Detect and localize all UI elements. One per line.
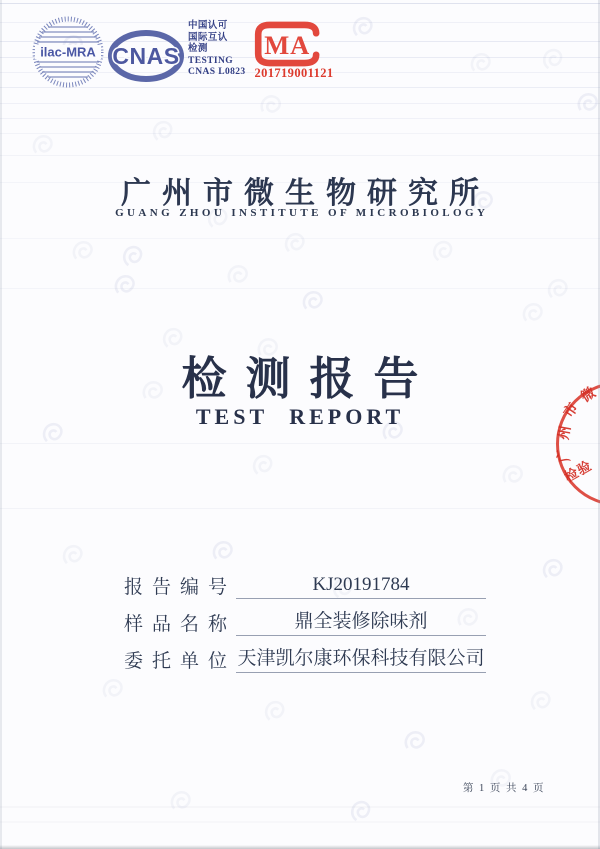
- report-number-label: 报告编号: [124, 577, 237, 598]
- watermark-swirl-icon: [25, 127, 61, 163]
- watermark-swirl-icon: [145, 113, 182, 150]
- scan-edge-bottom: [0, 845, 600, 849]
- sample-name-value: 鼎全装修除味剂: [236, 606, 486, 636]
- cnas-logo-icon: [107, 28, 185, 84]
- watermark-swirl-icon: [295, 283, 331, 319]
- ilac-mra-logo-icon: [31, 15, 105, 89]
- watermark-swirl-icon: [496, 458, 531, 493]
- accreditation-line: TESTING: [188, 55, 234, 66]
- cma-certificate-number: 201719001121: [254, 66, 334, 80]
- watermark-swirl-icon: [277, 225, 313, 261]
- scan-edge-left: [0, 0, 2, 849]
- accreditation-line: 中国认可: [188, 21, 228, 31]
- scan-ruled-line: [0, 118, 600, 119]
- watermark-swirl-icon: [425, 233, 462, 270]
- scan-ruled-line: [0, 133, 600, 134]
- accreditation-logo-row: [0, 0, 600, 100]
- cma-label: MA: [264, 29, 311, 60]
- seal-arc-char: 州: [556, 424, 575, 442]
- scan-gray-streak: [0, 806, 600, 808]
- scan-ruled-line: [0, 103, 600, 104]
- institute-name-en: GUANG ZHOU INSTITUTE OF MICROBIOLOGY: [115, 207, 489, 219]
- seal-arc-char: 广: [555, 446, 574, 464]
- accreditation-text-block: [188, 21, 258, 79]
- watermark-swirl-icon: [115, 238, 152, 275]
- watermark-swirl-icon: [107, 267, 143, 303]
- accreditation-line: 检测: [188, 44, 208, 55]
- watermark-swirl-icon: [65, 233, 101, 269]
- scan-ruled-line: [0, 155, 600, 156]
- watermark-swirl-icon: [343, 793, 380, 830]
- ilac-mra-label: ilac-MRA: [40, 44, 96, 60]
- watermark-swirl-icon: [257, 693, 294, 730]
- cma-logo-icon: [253, 20, 323, 68]
- watermark-swirl-icon: [205, 533, 241, 569]
- seal-arc-char: 微: [578, 385, 599, 406]
- watermark-swirl-icon: [515, 295, 551, 331]
- field-row-client: [124, 643, 486, 673]
- scan-ruled-line: [0, 508, 600, 509]
- report-number-value: KJ20191784: [236, 574, 486, 599]
- report-title-en: TEST REPORT: [195, 404, 405, 429]
- watermark-swirl-icon: [221, 258, 256, 293]
- field-row-report-number: [124, 569, 486, 599]
- accreditation-line: 国际互认: [188, 32, 228, 43]
- watermark-swirl-icon: [398, 724, 433, 759]
- institute-name-cn: 广州市微生物研究所: [121, 177, 490, 210]
- report-title-cn: 检测报告: [181, 354, 438, 404]
- seal-inner-text: 检验: [561, 457, 595, 485]
- scan-ruled-line: [0, 238, 600, 239]
- client-label: 委托单位: [124, 651, 237, 672]
- watermark-swirl-icon: [523, 683, 559, 719]
- field-row-sample-name: [124, 606, 486, 636]
- accreditation-line: CNAS L0823: [188, 67, 246, 78]
- scan-gray-streak: [0, 821, 600, 823]
- scan-ruled-line: [0, 288, 600, 289]
- report-fields: [124, 569, 486, 680]
- client-value: 天津凯尔康环保科技有限公司: [236, 643, 486, 673]
- watermark-swirl-icon: [535, 551, 571, 587]
- watermark-swirl-icon: [163, 783, 199, 819]
- watermark-swirl-icon: [245, 447, 282, 484]
- watermark-swirl-icon: [540, 271, 576, 307]
- watermark-swirl-icon: [55, 537, 91, 573]
- seal-arc-char: 市: [561, 400, 582, 421]
- scan-ruled-line: [0, 443, 600, 444]
- cnas-label: CNAS: [112, 43, 180, 69]
- sample-name-label: 样品名称: [124, 614, 237, 635]
- page-number: 第 1 页 共 4 页: [462, 783, 545, 794]
